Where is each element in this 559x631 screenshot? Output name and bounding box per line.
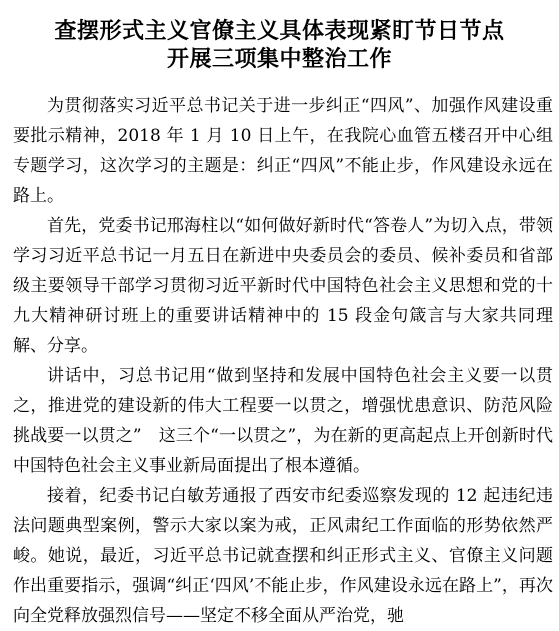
paragraph-1: 为贯彻落实习近平总书记关于进一步纠正“四风”、加强作风建设重要批示精神，2018 年 1 月 10 日上午，在我院心血管五楼召开中心组专题学习，这次学习的主题是：纠正“四风”不能止步，作风建设永远在路上。: [13, 96, 553, 206]
paragraph-2: 首先，党委书记邢海柱以“如何做好新时代“答卷人”为切入点，带领学习习近平总书记一月五日在新进中央委员会的委员、候补委员和省部级主要领导干部学习贯彻习近平新时代中国特色社会主义思想和党的十九大精神研讨班上的重要讲话精神中的 15 段金句箴言与大家共同理解、分享。: [13, 216, 553, 356]
paragraph-4: 接着，纪委书记白敏芳通报了西安市纪委巡察发现的 12 起违纪违法问题典型案例，警示大家以案为戒，正风肃纪工作面临的形势依然严峻。她说，最近，习近平总书记就查摆和纠正形式主义、官僚主义问题作出重要指示，强调“纠正‘四风’不能止步，作风建设永远在路上”，再次向全党释放强烈信号——坚定不移全面从严治党，驰: [13, 486, 553, 626]
paragraph-3: 讲话中，习总书记用“做到坚持和发展中国特色社会主义要一以贯之，推进党的建设新的伟大工程要一以贯之，增强忧患意识、防范风险挑战要一以贯之” 这三个“一以贯之”，为在新的更高起点上开创新时代中国特色社会主义事业新局面提出了根本遵循。: [13, 366, 553, 476]
article-title-line-2: 开展三项集中整治工作: [166, 46, 392, 72]
article-body: [0, 91, 559, 631]
article-title: [8, 17, 551, 73]
article-title-line-1: 查摆形式主义官僚主义具体表现紧盯节日节点: [54, 18, 505, 44]
